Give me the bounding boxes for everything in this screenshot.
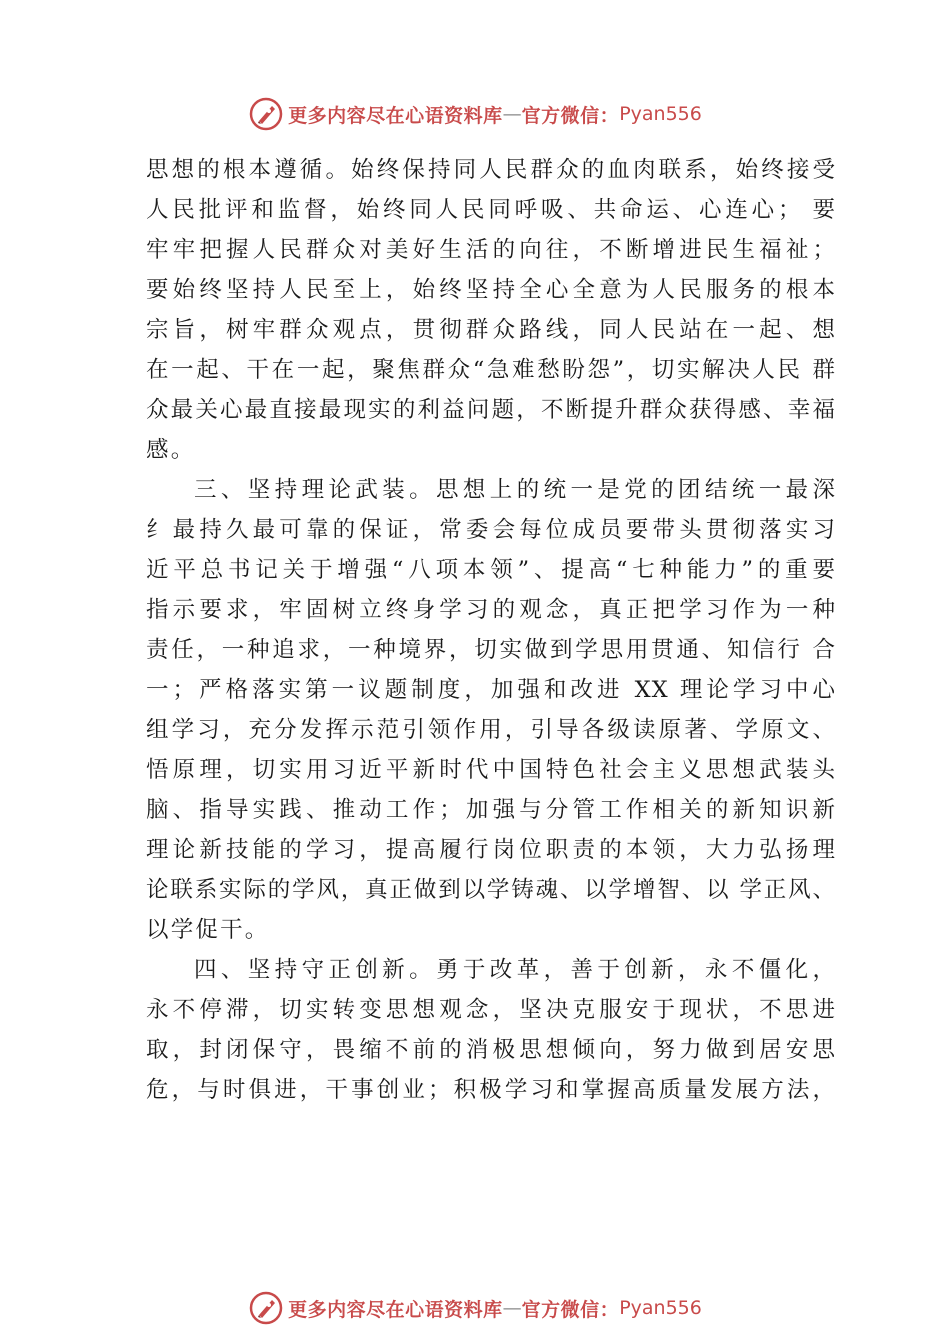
watermark-handle: Pyan556 [619, 103, 702, 125]
pen-logo-icon [248, 96, 284, 132]
text-line: 取，封闭保守，畏缩不前的消极思想倾向，努力做到居安思 [146, 1037, 836, 1063]
text-line: 感。 [146, 437, 196, 463]
text-line: 悟原理，切实用习近平新时代中国特色社会主义思想武装头 [146, 757, 836, 783]
text-line: 责任，一种追求，一种境界，切实做到学思用贯通、知信行 合 [146, 637, 836, 663]
text-line: 论联系实际的学风，真正做到以学铸魂、以学增智、以 学正风、 [146, 877, 836, 903]
watermark-handle: Pyan556 [619, 1297, 702, 1319]
watermark-site-text: 更多内容尽在心语资料库 [288, 104, 503, 127]
text-line: 永不停滞，切实转变思想观念，坚决克服安于现状，不思进 [146, 997, 836, 1023]
watermark-label: 官方微信： [521, 104, 620, 127]
text-line: 以学促干。 [146, 917, 270, 943]
watermark-site-text: 更多内容尽在心语资料库 [288, 1298, 503, 1321]
text-line: 指示要求，牢固树立终身学习的观念，真正把学习作为一种 [146, 597, 836, 623]
text-line: 一；严格落实第一议题制度，加强和改进 XX 理论学习中心 [146, 677, 836, 703]
pen-logo-icon [248, 1290, 284, 1326]
text-line: 危，与时俱进，干事创业；积极学习和掌握高质量发展方法， [146, 1077, 836, 1103]
text-line: 在一起、干在一起，聚焦群众“急难愁盼怨”，切实解决人民 群 [146, 357, 836, 383]
text-line: 众最关心最直接最现实的利益问题，不断提升群众获得感、幸福 [146, 397, 836, 423]
text-line: 人民批评和监督，始终同人民同呼吸、共命运、心连心； 要 [146, 197, 836, 223]
text-line: 牢牢把握人民群众对美好生活的向往，不断增进民生福祉； [146, 237, 836, 263]
section-heading-line: 三、坚持理论武装。思想上的统一是党的团结统一最深 [194, 477, 836, 503]
watermark-label: 官方微信： [521, 1298, 620, 1321]
text-line: 组学习，充分发挥示范引领作用，引导各级读原著、学原文、 [146, 717, 836, 743]
text-line: 思想的根本遵循。始终保持同人民群众的血肉联系，始终接受 [146, 157, 836, 183]
watermark-separator: — [502, 103, 522, 125]
text-line: 要始终坚持人民至上，始终坚持全心全意为人民服务的根本 [146, 277, 836, 303]
header-watermark [0, 94, 950, 134]
text-line: 近平总书记关于增强“八项本领”、提高“七种能力”的重要 [146, 557, 836, 583]
document-body [146, 150, 836, 1110]
text-line: 理论新技能的学习，提高履行岗位职责的本领，大力弘扬理 [146, 837, 836, 863]
text-line: 纟最持久最可靠的保证，常委会每位成员要带头贯彻落实习 [146, 517, 836, 543]
text-line: 脑、指导实践、推动工作；加强与分管工作相关的新知识新 [146, 797, 836, 823]
footer-watermark [0, 1288, 950, 1328]
text-line: 宗旨，树牢群众观点，贯彻群众路线，同人民站在一起、想 [146, 317, 836, 343]
section-heading-line: 四、坚持守正创新。勇于改革，善于创新，永不僵化， [194, 957, 836, 983]
watermark-separator: — [502, 1297, 522, 1319]
